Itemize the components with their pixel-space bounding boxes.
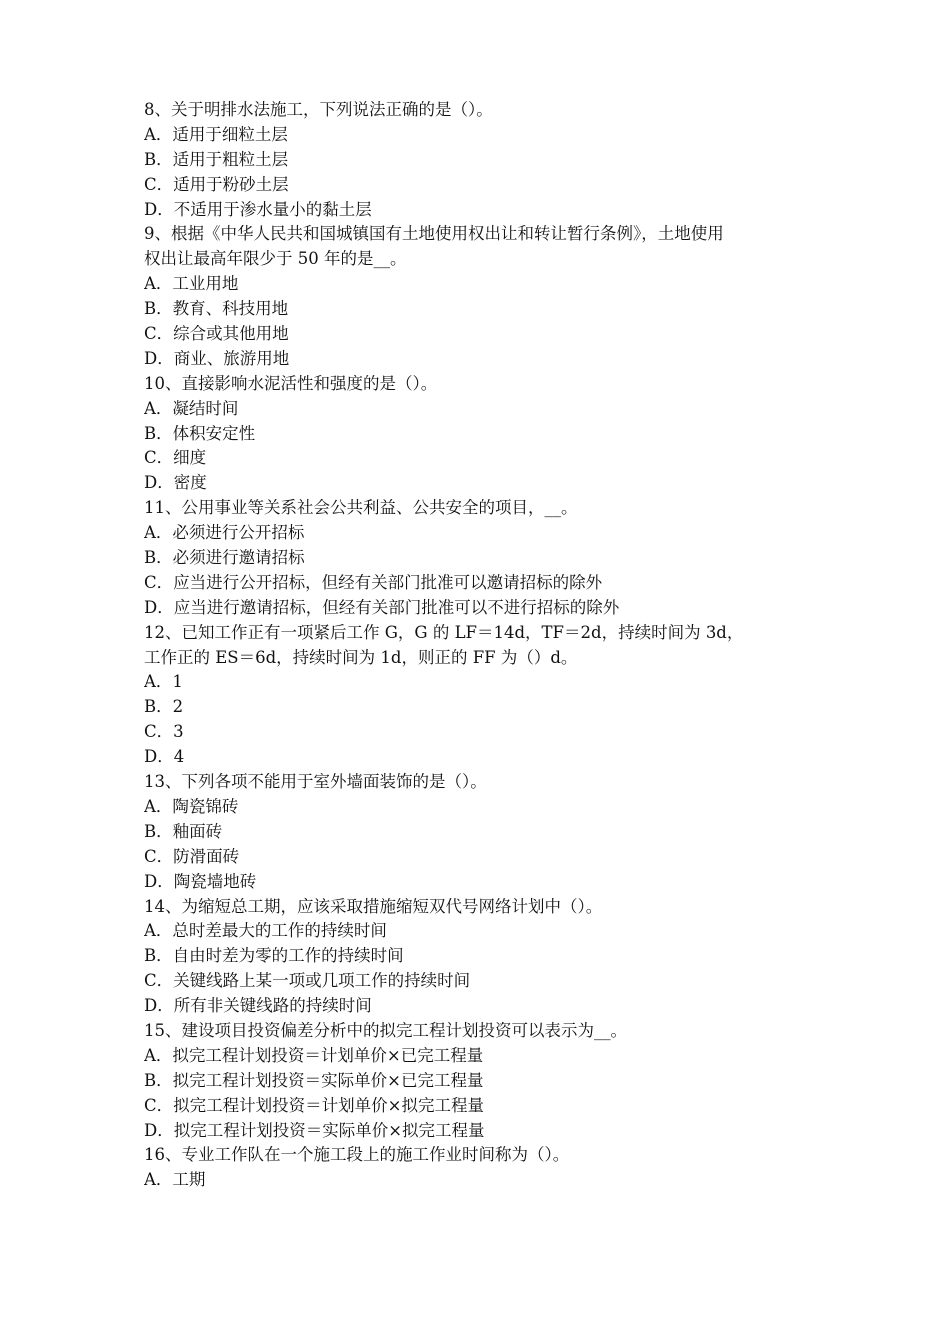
text-line: 9、根据《中华人民共和国城镇国有土地使用权出让和转让暂行条例》，土地使用 bbox=[144, 224, 724, 244]
text-line: C．应当进行公开招标，但经有关部门批准可以邀请招标的除外 bbox=[144, 572, 603, 592]
text-line: B．体积安定性 bbox=[144, 423, 256, 443]
text-line: C．适用于粉砂土层 bbox=[144, 174, 289, 194]
text-line: D．所有非关键线路的持续时间 bbox=[144, 996, 372, 1016]
text-line: 15、建设项目投资偏差分析中的拟完工程计划投资可以表示为__。 bbox=[144, 1020, 627, 1040]
text-line: D．不适用于渗水量小的黏土层 bbox=[144, 199, 372, 219]
text-line: B．自由时差为零的工作的持续时间 bbox=[144, 946, 404, 966]
text-line: A．总时差最大的工作的持续时间 bbox=[144, 921, 387, 941]
text-line: B．必须进行邀请招标 bbox=[144, 548, 305, 568]
text-line: D．商业、旅游用地 bbox=[144, 348, 290, 368]
text-line: 10、直接影响水泥活性和强度的是（）。 bbox=[144, 373, 438, 393]
text-line: D．拟完工程计划投资＝实际单价×拟完工程量 bbox=[144, 1120, 485, 1140]
text-line: D．陶瓷墙地砖 bbox=[144, 871, 257, 891]
text-line: 16、专业工作队在一个施工段上的施工作业时间称为（）。 bbox=[144, 1145, 570, 1165]
text-line: C．细度 bbox=[144, 448, 207, 468]
text-line: B．适用于粗粒土层 bbox=[144, 149, 289, 169]
text-line: B．教育、科技用地 bbox=[144, 299, 289, 319]
text-line: 11、公用事业等关系社会公共利益、公共安全的项目，__。 bbox=[144, 498, 578, 518]
text-line: D．4 bbox=[144, 747, 185, 767]
text-line: 8、关于明排水法施工，下列说法正确的是（）。 bbox=[144, 100, 493, 119]
text-line: 12、已知工作正有一项紧后工作 G，G 的 LF＝14d，TF＝2d，持续时间为 3d， bbox=[144, 622, 744, 642]
text-line: A．1 bbox=[144, 672, 183, 692]
text-line: 权出让最高年限少于 50 年的是__。 bbox=[144, 249, 407, 269]
text-line: C．拟完工程计划投资＝计划单价×拟完工程量 bbox=[144, 1095, 484, 1115]
text-line: C．综合或其他用地 bbox=[144, 324, 289, 344]
text-line: B．釉面砖 bbox=[144, 821, 223, 841]
text-line: A．工业用地 bbox=[144, 274, 239, 294]
text-line: A．拟完工程计划投资＝计划单价×已完工程量 bbox=[144, 1045, 484, 1065]
text-line: C．防滑面砖 bbox=[144, 846, 240, 866]
text-line: B．拟完工程计划投资＝实际单价×已完工程量 bbox=[144, 1070, 484, 1090]
text-line: C．3 bbox=[144, 722, 184, 742]
text-line: C．关键线路上某一项或几项工作的持续时间 bbox=[144, 971, 471, 991]
text-line: A．凝结时间 bbox=[144, 398, 239, 418]
text-line: D．密度 bbox=[144, 473, 207, 493]
text-line: A．工期 bbox=[144, 1170, 206, 1190]
text-line: A．适用于细粒土层 bbox=[144, 124, 288, 144]
question-text-block bbox=[144, 98, 816, 1193]
text-line: 14、为缩短总工期，应该采取措施缩短双代号网络计划中（）。 bbox=[144, 896, 603, 916]
text-line: D．应当进行邀请招标，但经有关部门批准可以不进行招标的除外 bbox=[144, 597, 620, 617]
text-line: 13、下列各项不能用于室外墙面装饰的是（）。 bbox=[144, 772, 487, 792]
text-line: B．2 bbox=[144, 697, 184, 717]
text-line: 工作正的 ES＝6d，持续时间为 1d，则正的 FF 为（）d。 bbox=[144, 647, 578, 667]
text-line: A．必须进行公开招标 bbox=[144, 523, 305, 543]
text-line: A．陶瓷锦砖 bbox=[144, 796, 239, 816]
